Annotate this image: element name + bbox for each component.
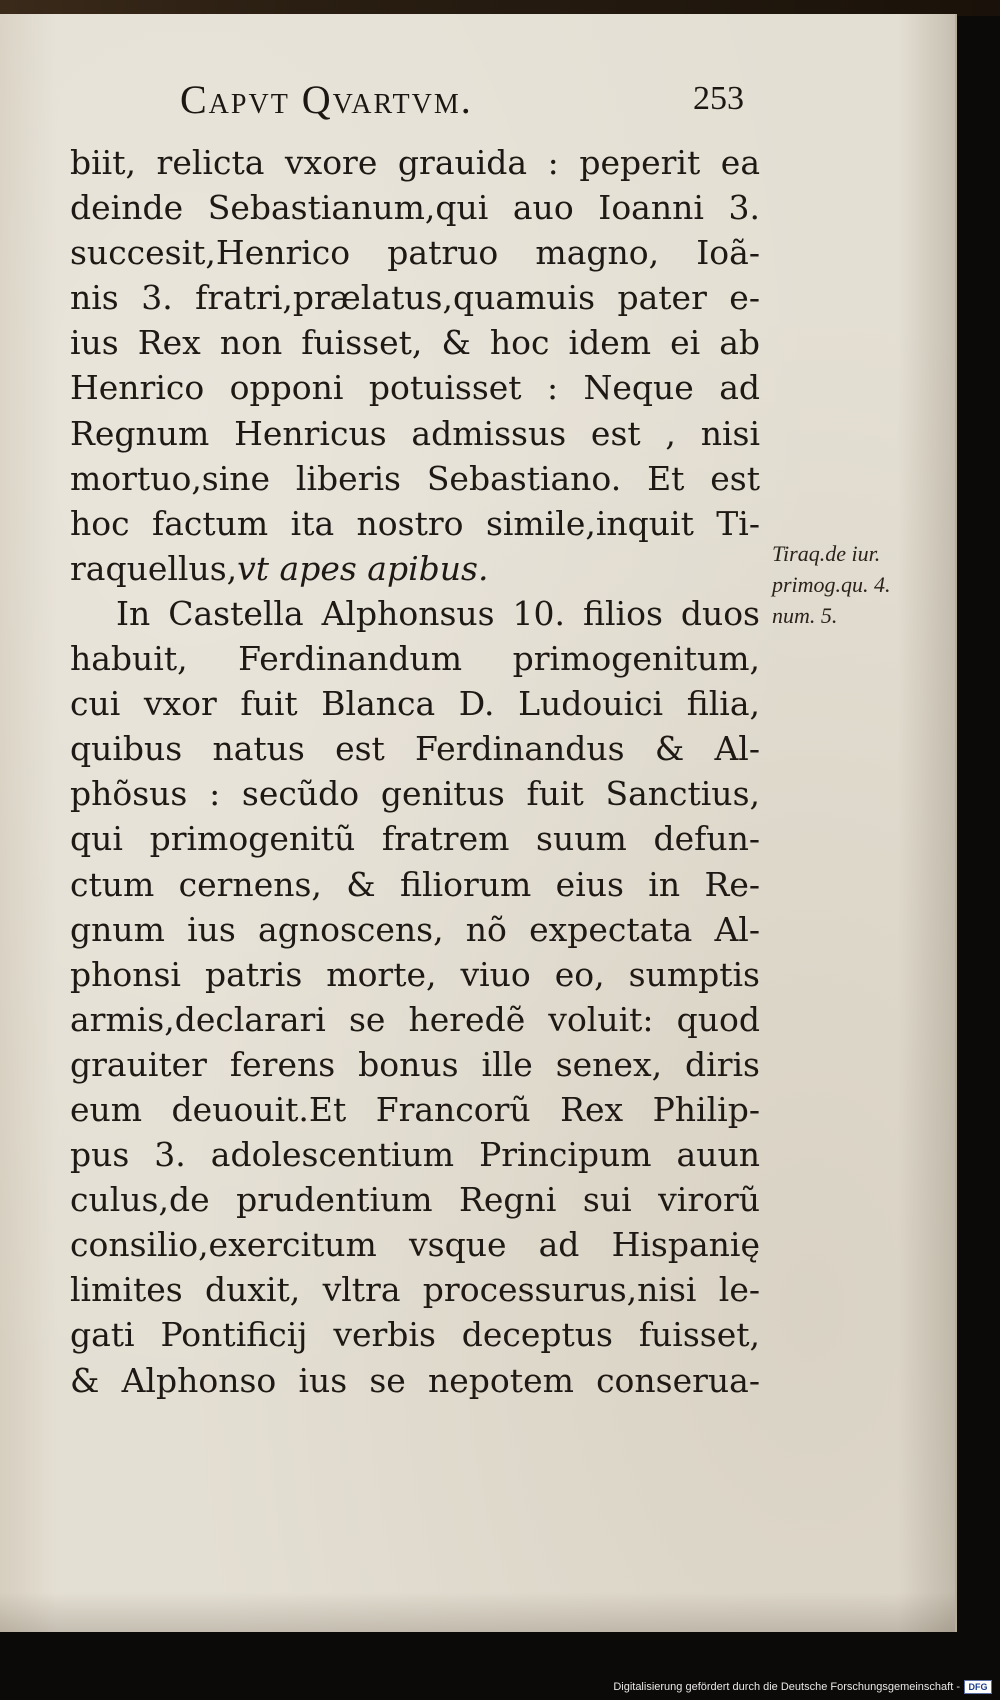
margin-note [772,538,952,631]
text-line: succesit,Henrico patruo magno, Ioã- [70,233,760,273]
text-line: consilio,exercitum vsque ad Hispanię [70,1225,760,1265]
text-line: quibus natus est Ferdinandus & Al- [70,729,760,769]
text-line: gnum ius agnoscens, nõ expectata Al- [70,909,760,949]
text-line: nis 3. fratri,prælatus,quamuis pater e- [70,278,760,318]
text-line: Henrico opponi potuisset : Neque ad [70,368,760,408]
page-number: 253 [693,80,744,117]
text-line: mortuo,sine liberis Sebastiano. Et est [70,458,760,498]
text-line: phonsi patris morte, viuo eo, sumptis [70,954,760,994]
italic-phrase: vt apes apibus. [237,548,489,588]
text-line: Regnum Henricus admissus est , nisi [70,413,760,453]
running-head: Capvt Qvartvm. [180,77,473,122]
body-text [70,140,760,1403]
page-edge-shadow [0,1592,955,1632]
text-line: ius Rex non fuisset, & hoc idem ei ab [70,323,760,363]
paragraph-start-line: In Castella Alphonsus 10. filios duos [116,593,760,633]
text-line: culus,de prudentium Regni sui virorũ [70,1180,760,1220]
text-line: cui vxor fuit Blanca D. Ludouici filia, [70,684,760,724]
text-line: biit, relicta vxore grauida : peperit ea [70,143,760,182]
text-line: & Alphonso ius se nepotem conserua- [70,1360,760,1400]
text-line: habuit, Ferdinandum primogenitum, [70,639,760,679]
footer-credit: Digitalisierung gefördert durch die Deutsche Forschungsgemeinschaft - [613,1681,960,1693]
text-line: gati Pontificij verbis deceptus fuisset, [70,1315,760,1355]
text-line: armis,declarari se heredẽ voluit: quod [70,999,760,1039]
text-line: limites duxit, vltra processurus,nisi le- [70,1270,760,1310]
margin-note-line: num. 5. [772,603,838,628]
text-line: hoc factum ita nostro simile,inquit Ti- [70,503,760,543]
text-line: grauiter ferens bonus ille senex, diris [70,1044,760,1084]
text-line: deinde Sebastianum,qui auo Ioanni 3. [70,188,760,228]
dfg-logo: DFG [964,1680,992,1694]
text-line-with-italic [70,546,760,591]
margin-note-line: primog.qu. 4. [772,572,891,597]
text-line: phõsus : secũdo genitus fuit Sanctius, [70,774,760,814]
margin-note-line: Tiraq.de iur. [772,541,881,566]
text-fragment: raquellus, [70,548,238,588]
text-line: ctum cernens, & filiorum eius in Re- [70,864,760,904]
text-line: pus 3. adolescentium Principum auun [70,1135,760,1175]
text-line: eum deuouit.Et Francorũ Rex Philip- [70,1089,760,1129]
text-line: qui primogenitũ fratrem suum defun- [70,819,760,859]
